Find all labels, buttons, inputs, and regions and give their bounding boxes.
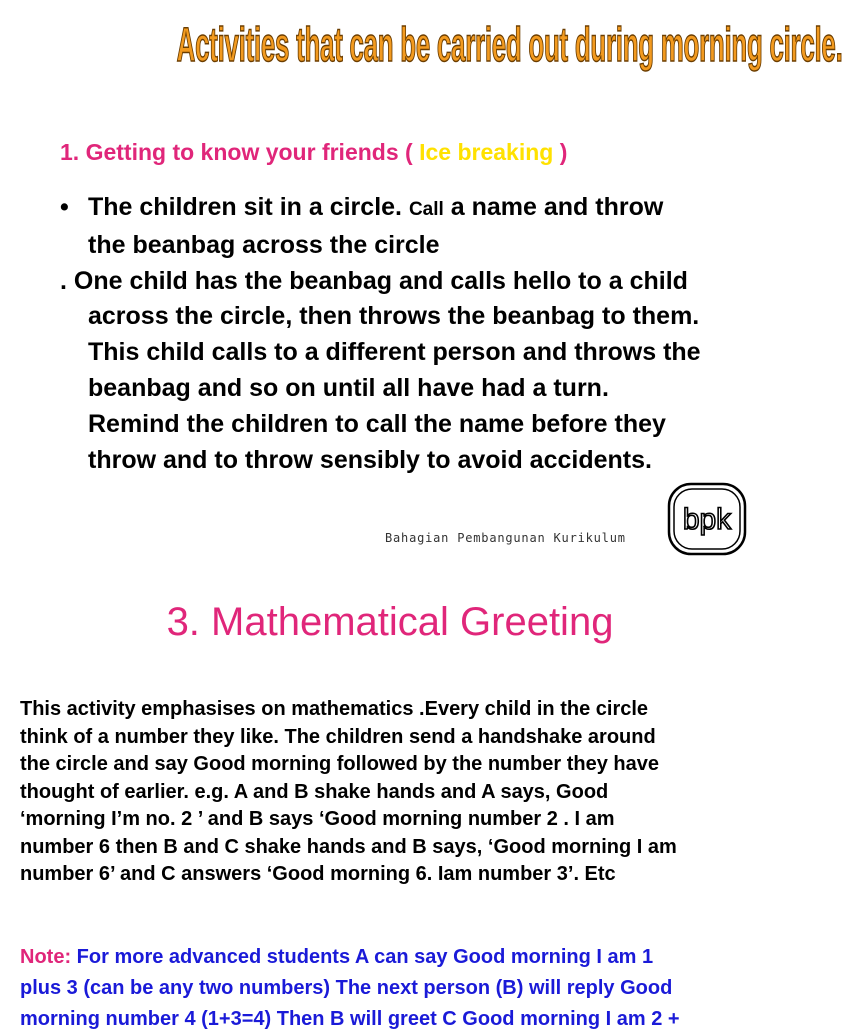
paragraph-line: the beanbag across the circle [88,230,440,259]
section3-body [20,696,760,889]
body-line: This activity emphasises on mathematics .Every child in the circle [20,698,649,720]
bpk-logo-icon [667,482,747,556]
section1-paragraph [60,190,740,478]
paragraph-line: . One child has the beanbag and calls hello to a child [60,266,688,295]
section1-heading [60,139,567,166]
body-line: number 6’ and C answers ‘Good morning 6. Iam number 3’. Etc [20,863,616,885]
body-line: think of a number they like. The children send a handshake around [20,725,656,748]
section1-heading-prefix: 1. Getting to know your friends ( [60,139,413,165]
section1-heading-highlight: Ice breaking [419,139,554,165]
body-line: ‘morning I’m no. 2 ’ and B says ‘Good morning number 2 . I am [20,808,615,830]
section3-heading: 3. Mathematical Greeting [166,600,614,644]
page-title: Activities that can be carried out during morning circle. [176,19,843,72]
note-line: Note: For more advanced students A can say Good morning I am 1 [20,946,654,968]
section1-heading-suffix: ) [559,139,568,165]
bullet-icon: • [60,193,69,221]
paragraph-line: Remind the children to call the name before they [88,409,666,438]
body-line: number 6 then B and C shake hands and B says, ‘Good morning I am [20,835,677,858]
paragraph-line: across the circle, then throws the beanbag to them. [88,302,700,331]
note-line: plus 3 (can be any two numbers) The next person (B) will reply Good [20,977,673,999]
paragraph-line: This child calls to a different person and throws the [88,338,701,367]
credit-text: Bahagian Pembangunan Kurikulum [385,531,626,545]
body-line: the circle and say Good morning followed by the number they have [20,753,660,775]
paragraph-line: • The children sit in a circle. Call a name and throw [60,190,740,228]
body-line: thought of earlier. e.g. A and B shake hands and A says, Good [20,780,609,803]
note-block [20,942,780,1035]
logo-text: bpk [682,503,732,536]
note-label: Note: [20,946,72,968]
paragraph-line: throw and to throw sensibly to avoid accidents. [88,445,652,474]
note-line: morning number 4 (1+3=4) Then B will greet C Good morning I am 2 + [20,1008,680,1030]
call-word: Call [408,199,444,220]
paragraph-line: beanbag and so on until all have had a turn. [88,373,609,402]
